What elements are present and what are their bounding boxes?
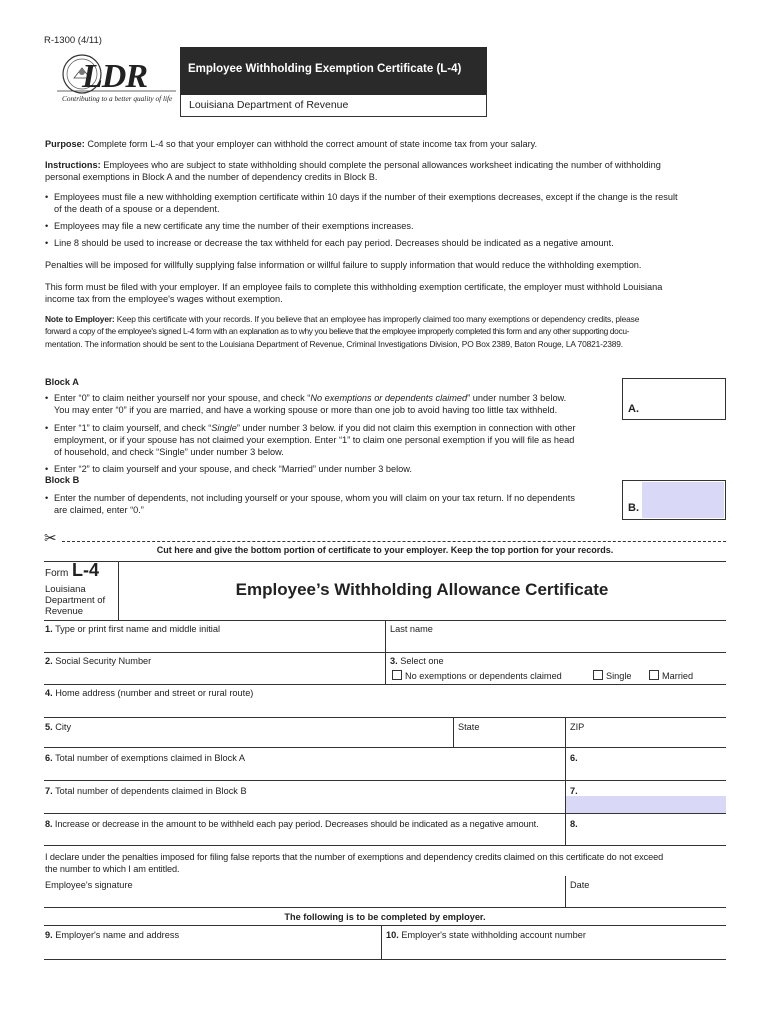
- penalties: Penalties will be imposed for willfully supplying false information or willful failure to supply information that would reduce the withholding exemption.: [45, 260, 642, 270]
- purpose-text: Complete form L-4 so that your employer can withhold the correct amount of state income tax from your salary.: [87, 139, 538, 149]
- divider: [385, 652, 386, 685]
- city-label: 5. City: [45, 722, 72, 732]
- dept-line: Department of: [45, 595, 106, 606]
- certificate-title: Employee’s Withholding Allowance Certificate: [235, 580, 609, 599]
- employer-name-label: 9. Employer's name and address: [45, 930, 180, 940]
- block-a-input[interactable]: [622, 378, 726, 420]
- bullet-text: of the death of a spouse or a dependent.: [54, 204, 220, 214]
- block-b-bullet: • Enter the number of dependents, not including yourself or your spouse, whom you will claim on your tax return. If no dependents are claimed, enter “0.”: [45, 493, 575, 515]
- block-a-title: Block A: [45, 377, 79, 387]
- employer-heading: The following is to be completed by employer.: [284, 912, 486, 922]
- dept-line: Revenue: [45, 606, 84, 617]
- filing-line-2: income tax from the employee's wages without exemption.: [45, 294, 283, 305]
- block-a-b2-line-2: employment, or if your spouse has not claimed your exemption. Enter “1” to claim one personal exemption if you will file as head: [54, 435, 575, 445]
- block-b-line-1: Enter the number of dependents, not including yourself or your spouse, whom you will claim on your tax return. If no dependents: [54, 493, 575, 503]
- zip-label: ZIP: [570, 722, 585, 732]
- block-a-b1-line-2: You may enter “0” if you are married, and have a working spouse or more than one job to avoid having too little tax withheld.: [54, 405, 558, 415]
- declaration: I declare under the penalties imposed for filing false reports that the number of exemptions and dependency credits claimed on this certificate do not exceed the number to which I am entitled.: [45, 852, 664, 875]
- employer-account-field[interactable]: [382, 926, 726, 959]
- home-address-field[interactable]: [44, 685, 726, 716]
- purpose: [45, 138, 735, 150]
- block-a-b1-post: ” under number 3 below.: [467, 393, 567, 403]
- divider: [44, 561, 726, 562]
- box-7-label: 7.: [570, 786, 578, 796]
- block-b-box: [622, 480, 726, 520]
- dependents-label: 7. Total number of dependents claimed in Block B: [45, 786, 247, 796]
- first-name-label: 1. Type or print first name and middle initial: [45, 624, 221, 634]
- form-word: Form: [45, 568, 69, 579]
- exemptions-label: 6. Total number of exemptions claimed in Block A: [45, 753, 246, 763]
- block-a-bullet: • Enter “0” to claim neither yourself nor your spouse, and check “No exemptions or dependents claimed” under number 3 below. You may enter “0” if you are married, and have a working spouse or more than one job to avoid having too little tax withheld.: [45, 393, 567, 415]
- block-a-b1-pre: Enter “0” to claim neither yourself nor your spouse, and check “: [54, 393, 311, 403]
- home-address-label: 4. Home address (number and street or rural route): [45, 688, 254, 698]
- dependents-input[interactable]: [566, 796, 726, 813]
- checkbox-icon: [593, 670, 603, 680]
- block-a-b2-line-3: of household, and check “Single” under number 3 below.: [54, 447, 284, 457]
- box-8-label: 8.: [570, 819, 578, 829]
- last-name-label: Last name: [390, 624, 433, 634]
- last-name-field[interactable]: [386, 621, 726, 651]
- form-number: L-4: [72, 560, 99, 580]
- employer-account-label: 10. Employer's state withholding account number: [386, 930, 586, 940]
- exemptions-input[interactable]: [566, 748, 726, 780]
- bullet-text: Employees must file a new withholding exemption certificate within 10 days if the number of their exemptions decreases, except if the change is the result: [54, 192, 678, 202]
- ssn-field[interactable]: [44, 653, 385, 683]
- note-line-1: Keep this certificate with your records. If you believe that an employee has improperly claimed too many exemptions or dependency credits, please: [116, 314, 640, 324]
- note-to-employer: [45, 313, 735, 350]
- block-b-label: B.: [628, 502, 639, 514]
- instruction-bullet: • Employees must file a new withholding exemption certificate within 10 days if the number of their exemptions decreases, except if the change is the result of the death of a spouse or a dependent.: [45, 192, 678, 214]
- block-a-b3: Enter “2” to claim yourself and your spouse, and check “Married” under number 3 below.: [54, 464, 412, 474]
- divider: [44, 907, 726, 908]
- adjustment-input[interactable]: [566, 814, 726, 845]
- header-title: Employee Withholding Exemption Certificate (L-4): [188, 63, 462, 75]
- block-b-line-2: are claimed, enter “0.”: [54, 505, 144, 515]
- block-a-bullet: • Enter “2” to claim yourself and your spouse, and check “Married” under number 3 below.: [45, 464, 412, 474]
- bullet-text: Employees may file a new certificate any time the number of their exemptions increases.: [54, 221, 414, 231]
- scissors-icon: ✂: [44, 530, 57, 547]
- instructions-text-1: Employees who are subject to state withholding should complete the personal allowances worksheet indicating the number of withholding: [103, 160, 661, 170]
- city-field[interactable]: [44, 718, 452, 747]
- logo-text: LDR: [82, 58, 147, 95]
- option-married[interactable]: Married: [649, 670, 693, 681]
- instruction-bullet: • Line 8 should be used to increase or decrease the tax withheld for each pay period. Decreases should be indicated as a negative amount.: [45, 238, 614, 248]
- block-a-b2-post: ” under number 3 below. if you did not claim this exemption in connection with other: [236, 423, 576, 433]
- form-department: [45, 584, 105, 617]
- cut-line-text: Cut here and give the bottom portion of certificate to your employer. Keep the top portion for your records.: [156, 545, 614, 555]
- state-label: State: [458, 722, 480, 732]
- instruction-bullet: • Employees may file a new certificate any time the number of their exemptions increases.: [45, 221, 414, 231]
- first-name-field[interactable]: [44, 621, 385, 651]
- note-line-3: mentation. The information should be sent to the Louisiana Department of Revenue, Criminal Investigations Division, PO Box 2389, Baton Rouge, LA 70821-2389.: [45, 338, 623, 349]
- note-line-2: forward a copy of the employee's signed L-4 form with an explanation as to why you believe that the employee improperly completed this form and any other supporting docu-: [45, 326, 630, 337]
- filing-line-1: This form must be filed with your employer. If an employee fails to complete this withholding exemption certificate, the employer must withhold Louisiana: [45, 282, 663, 292]
- box-6-label: 6.: [570, 753, 578, 763]
- select-one-label: 3. Select one: [390, 656, 444, 666]
- checkbox-icon: [392, 670, 402, 680]
- date-field[interactable]: [566, 876, 726, 907]
- header-department: Louisiana Department of Revenue: [189, 99, 349, 111]
- form-code: R-1300 (4/11): [44, 35, 102, 46]
- employer-name-field[interactable]: [44, 926, 381, 959]
- instructions-text-2: personal exemptions in Block A and the number of dependency credits in Block B.: [45, 172, 378, 183]
- block-a-label: A.: [628, 403, 639, 415]
- header-department-box: [180, 95, 487, 117]
- purpose-label: Purpose:: [45, 139, 85, 149]
- zip-field[interactable]: [566, 718, 726, 747]
- block-a-b2-pre: Enter “1” to claim yourself, and check “: [54, 423, 212, 433]
- option-single[interactable]: Single: [593, 670, 632, 681]
- block-b-input[interactable]: [642, 482, 724, 518]
- filing-note: [45, 281, 745, 306]
- date-label: Date: [570, 880, 590, 890]
- header-title-bar: [180, 47, 487, 95]
- dependents-box: [566, 781, 726, 813]
- divider: [44, 845, 726, 846]
- state-field[interactable]: [454, 718, 564, 747]
- signature-field[interactable]: [44, 876, 564, 907]
- cut-line: [62, 541, 726, 542]
- dept-line: Louisiana: [45, 584, 86, 595]
- note-label: Note to Employer:: [45, 314, 115, 324]
- bullet-text: Line 8 should be used to increase or decrease the tax withheld for each pay period. Decreases should be indicated as a negative amount.: [54, 238, 614, 248]
- instructions: [45, 159, 735, 184]
- block-a-b1-italic: No exemptions or dependents claimed: [310, 393, 468, 403]
- option-no-exemptions[interactable]: No exemptions or dependents claimed: [392, 670, 562, 681]
- ssn-label: 2. Social Security Number: [45, 656, 152, 666]
- block-a-bullet: • Enter “1” to claim yourself, and check “Single” under number 3 below. if you did not claim this exemption in connection with other employment, or if your spouse has not claimed your exemption. Enter “1” to claim one personal exemption if you will file as head of household, and check “Single” under number 3 below.: [45, 423, 576, 457]
- logo: [52, 50, 178, 110]
- logo-tagline: Contributing to a better quality of life: [62, 94, 173, 103]
- block-a-b2-italic: Single: [211, 423, 237, 433]
- instructions-label: Instructions:: [45, 160, 101, 170]
- block-b-title: Block B: [45, 475, 80, 485]
- signature-label: Employee's signature: [45, 880, 133, 890]
- adjustment-label: 8. Increase or decrease in the amount to be withheld each pay period. Decreases should be indicated as a negative amount.: [45, 819, 539, 829]
- divider: [44, 959, 726, 960]
- checkbox-icon: [649, 670, 659, 680]
